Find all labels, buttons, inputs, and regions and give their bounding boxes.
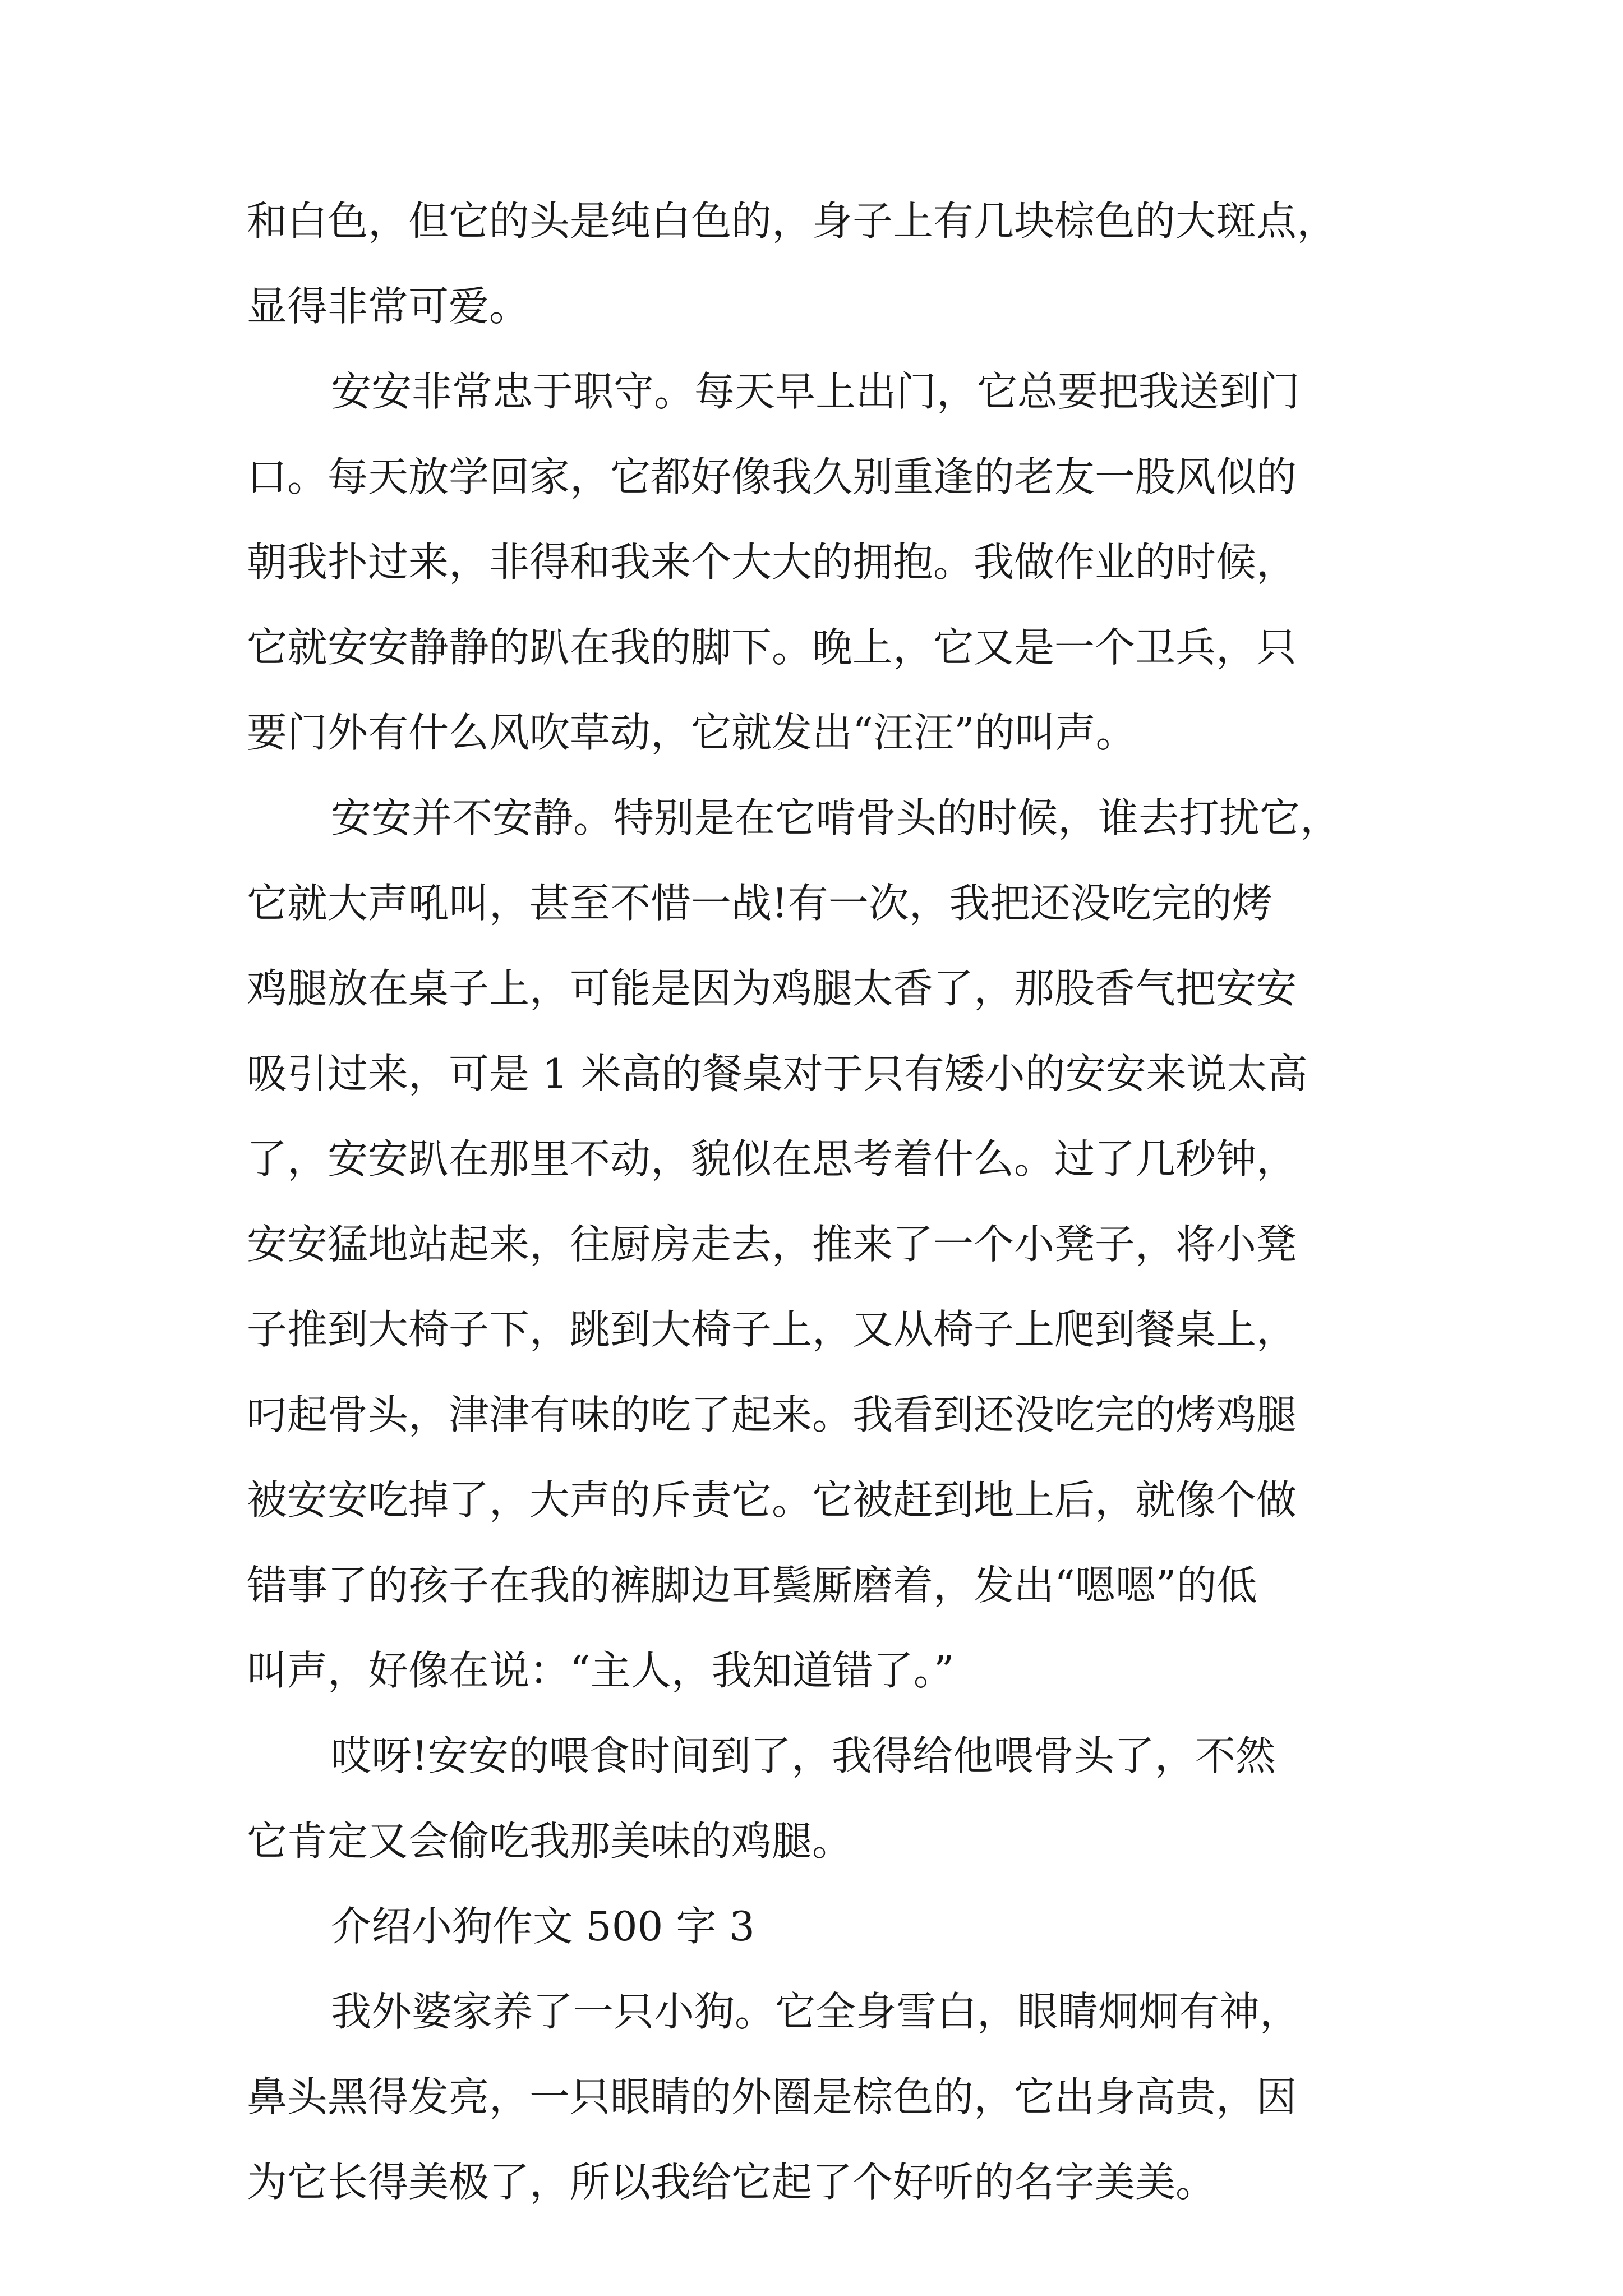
text-line: 为它长得美极了，所以我给它起了个好听的名字美美。 xyxy=(247,2159,1216,2206)
text-line: 它就大声吼叫，甚至不惜一战!有一次，我把还没吃完的烤 xyxy=(247,880,1272,927)
text-line: 鸡腿放在桌子上，可能是因为鸡腿太香了，那股香气把安安 xyxy=(247,965,1297,1012)
text-line: 叫声，好像在说：“主人，我知道错了。” xyxy=(247,1647,955,1694)
text-line: 被安安吃掉了，大声的斥责它。它被赶到地上后，就像个做 xyxy=(247,1476,1297,1524)
text-line: 要门外有什么风吹草动，它就发出“汪汪”的叫声。 xyxy=(247,709,1136,756)
document-page xyxy=(247,178,1396,2225)
text-line: 它就安安静静的趴在我的脚下。晚上，它又是一个卫兵，只 xyxy=(247,624,1297,671)
section-heading: 介绍小狗作文 500 字 3 xyxy=(331,1903,755,1950)
text-line: 它肯定又会偷吃我那美味的鸡腿。 xyxy=(247,1818,853,1865)
text-line: 显得非常可爱。 xyxy=(247,283,530,330)
text-line: 了，安安趴在那里不动，貌似在思考着什么。过了几秒钟， xyxy=(247,1135,1297,1182)
text-line: 和白色，但它的头是纯白色的，身子上有几块棕色的大斑点， xyxy=(247,197,1338,245)
text-line: 叼起骨头，津津有味的吃了起来。我看到还没吃完的烤鸡腿 xyxy=(247,1391,1297,1438)
text-line: 安安并不安静。特别是在它啃骨头的时候，谁去打扰它， xyxy=(331,794,1341,841)
text-line: 吸引过来，可是 1 米高的餐桌对于只有矮小的安安来说太高 xyxy=(247,1050,1308,1097)
text-line: 错事了的孩子在我的裤脚边耳鬓厮磨着，发出“嗯嗯”的低 xyxy=(247,1562,1257,1609)
text-line: 哎呀!安安的喂食时间到了，我得给他喂骨头了，不然 xyxy=(331,1732,1276,1779)
text-line: 朝我扑过来，非得和我来个大大的拥抱。我做作业的时候， xyxy=(247,539,1297,586)
text-line: 口。每天放学回家，它都好像我久别重逢的老友一股风似的 xyxy=(247,453,1297,500)
text-line: 安安猛地站起来，往厨房走去，推来了一个小凳子，将小凳 xyxy=(247,1221,1297,1268)
text-line: 我外婆家养了一只小狗。它全身雪白，眼睛炯炯有神， xyxy=(331,1988,1301,2035)
text-line: 鼻头黑得发亮，一只眼睛的外圈是棕色的，它出身高贵，因 xyxy=(247,2073,1297,2120)
text-line: 子推到大椅子下，跳到大椅子上，又从椅子上爬到餐桌上， xyxy=(247,1306,1297,1353)
text-line: 安安非常忠于职守。每天早上出门，它总要把我送到门 xyxy=(331,368,1301,415)
